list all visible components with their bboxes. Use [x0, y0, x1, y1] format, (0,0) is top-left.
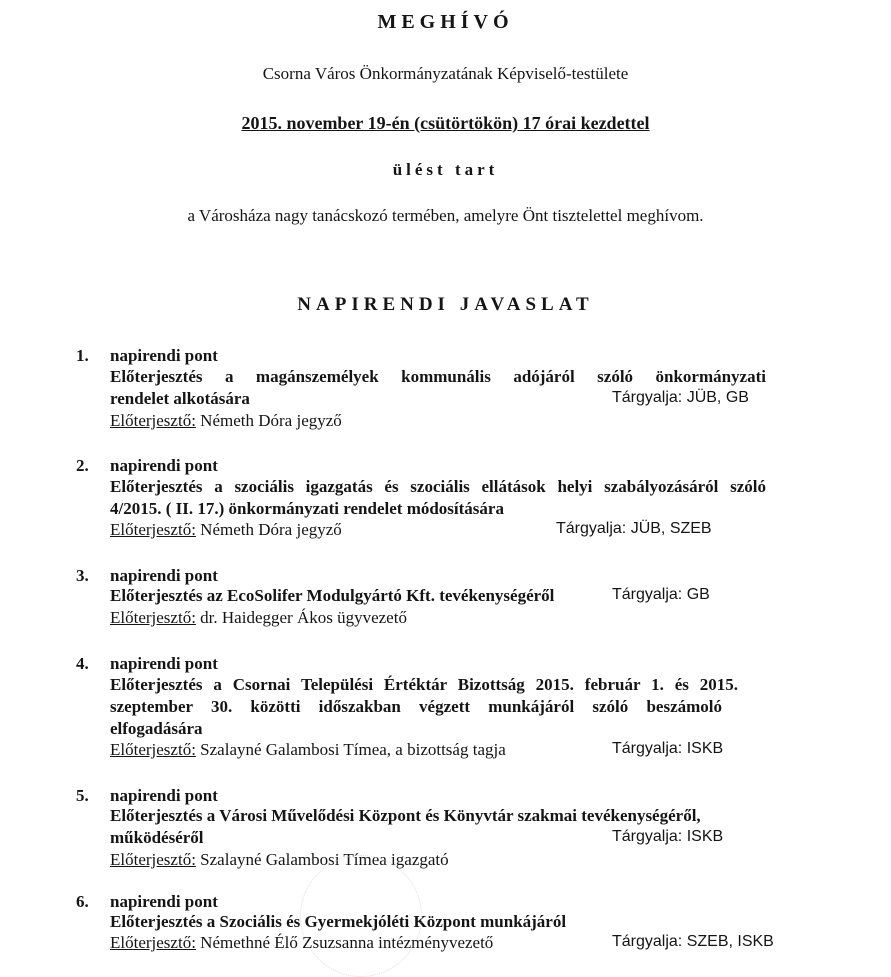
agenda-item-text: szeptember 30. közötti időszakban végzett munkájáról szóló beszámoló	[110, 697, 722, 716]
presenter-name: Németh Dóra jegyző	[200, 411, 342, 430]
agenda-title: NAPIRENDI JAVASLAT	[297, 294, 594, 315]
agenda-item-text: Előterjesztés a szociális igazgatás és szociális ellátások helyi szabályozásáról szóló	[110, 477, 766, 496]
agenda-item-committees: Tárgyalja: ISKB	[612, 828, 724, 845]
agenda-item-label: napirendi pont	[110, 566, 218, 585]
agenda-item-committees: Tárgyalja: SZEB, ISKB	[612, 933, 774, 950]
presenter-name: dr. Haidegger Ákos ügyvezető	[200, 608, 407, 627]
agenda-item-number: 6.	[76, 892, 89, 911]
agenda-item-committees: Tárgyalja: JÜB, SZEB	[556, 520, 712, 537]
agenda-item-presenter	[110, 608, 407, 628]
agenda-item-number: 1.	[76, 346, 89, 365]
council-name: Csorna Város Önkormányzatának Képviselő-testülete	[262, 64, 629, 83]
presenter-label: Előterjesztő:	[110, 411, 196, 430]
document-title: MEGHÍVÓ	[377, 11, 514, 33]
agenda-item-label: napirendi pont	[110, 786, 218, 805]
agenda-item-text: rendelet alkotására	[110, 389, 250, 408]
agenda-item-presenter	[110, 740, 506, 760]
presenter-name: Szalayné Galambosi Tímea, a bizottság tagja	[200, 740, 506, 759]
agenda-item-text: működéséről	[110, 828, 204, 847]
agenda-item-number: 3.	[76, 566, 89, 585]
agenda-item-committees: Tárgyalja: GB	[612, 586, 710, 603]
agenda-item-label: napirendi pont	[110, 654, 218, 673]
agenda-item-number: 4.	[76, 654, 89, 673]
presenter-label: Előterjesztő:	[110, 850, 196, 869]
agenda-item-presenter	[110, 933, 493, 953]
agenda-item-committees: Tárgyalja: ISKB	[612, 740, 724, 757]
presenter-label: Előterjesztő:	[110, 933, 196, 952]
agenda-item-text: Előterjesztés a Szociális és Gyermekjóléti Központ munkájáról	[110, 912, 567, 931]
agenda-item-presenter	[110, 520, 342, 540]
agenda-item-label: napirendi pont	[110, 892, 218, 911]
agenda-item-committees: Tárgyalja: JÜB, GB	[612, 389, 749, 406]
presenter-name: Németh Dóra jegyző	[200, 520, 342, 539]
meeting-date: 2015. november 19-én (csütörtökön) 17 órai kezdettel	[241, 113, 650, 133]
presenter-label: Előterjesztő:	[110, 520, 196, 539]
agenda-item-number: 2.	[76, 456, 89, 475]
presenter-label: Előterjesztő:	[110, 740, 196, 759]
faint-stamp	[300, 855, 422, 977]
meeting-location: a Városháza nagy tanácskozó termében, amelyre Önt tisztelettel meghívom.	[187, 206, 704, 225]
agenda-item-text: elfogadására	[110, 719, 203, 738]
session-line: ülést tart	[392, 160, 499, 179]
presenter-name: Szalayné Galambosi Tímea igazgató	[200, 850, 449, 869]
agenda-item-presenter	[110, 411, 342, 431]
agenda-item-text: 4/2015. ( II. 17.) önkormányzati rendelet módosítására	[110, 499, 504, 518]
presenter-name: Némethné Élő Zsuzsanna intézményvezető	[200, 933, 494, 952]
agenda-item-label: napirendi pont	[110, 346, 218, 365]
agenda-item-text: Előterjesztés a magánszemélyek kommunális adójáról szóló önkormányzati	[110, 367, 766, 386]
agenda-item-label: napirendi pont	[110, 456, 218, 475]
agenda-item-number: 5.	[76, 786, 89, 805]
agenda-item-text: Előterjesztés a Városi Művelődési Központ és Könyvtár szakmai tevékenységéről,	[110, 806, 701, 825]
agenda-item-text: Előterjesztés az EcoSolifer Modulgyártó Kft. tevékenységéről	[110, 586, 555, 605]
presenter-label: Előterjesztő:	[110, 608, 196, 627]
agenda-item-text: Előterjesztés a Csornai Települési Értéktár Bizottság 2015. február 1. és 2015.	[110, 675, 738, 694]
